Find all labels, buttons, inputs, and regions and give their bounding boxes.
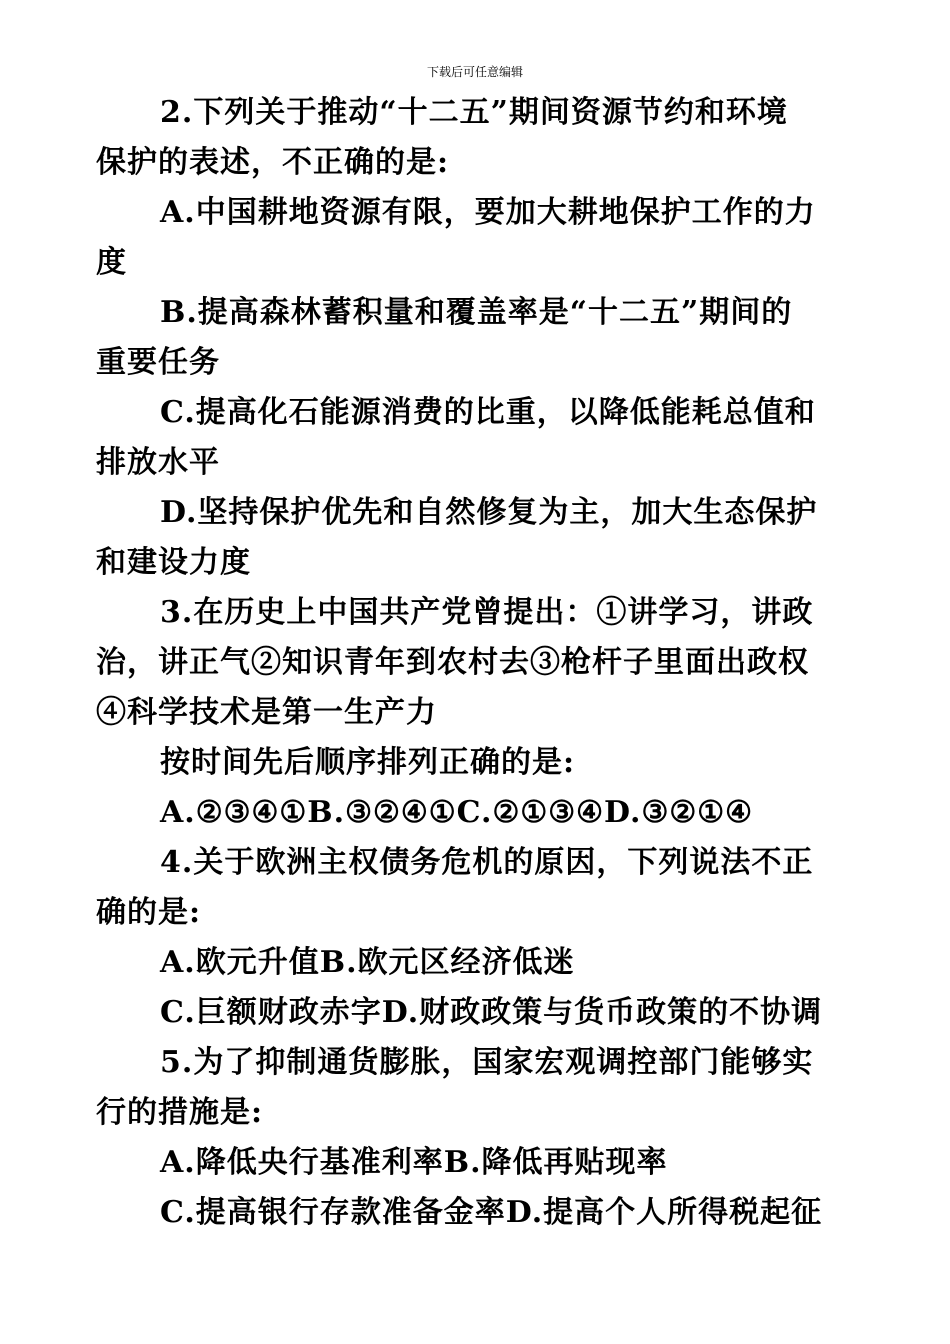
page-header: 下载后可任意编辑 bbox=[426, 65, 523, 79]
text-line: 3.在历史上中国共产党曾提出：①讲学习，讲政 bbox=[160, 595, 814, 630]
text-line: 按时间先后顺序排列正确的是: bbox=[160, 745, 576, 780]
text-line: A.中国耕地资源有限，要加大耕地保护工作的力 bbox=[160, 195, 816, 230]
text-line: 排放水平 bbox=[96, 445, 220, 480]
text-line: D.坚持保护优先和自然修复为主，加大生态保护 bbox=[160, 495, 818, 530]
text-line: 行的措施是: bbox=[96, 1095, 264, 1130]
text-line: A.降低央行基准利率B.降低再贴现率 bbox=[160, 1145, 668, 1180]
text-line: 2.下列关于推动“十二五”期间资源节约和环境 bbox=[160, 95, 788, 130]
text-line: B.提高森林蓄积量和覆盖率是“十二五”期间的 bbox=[160, 295, 793, 330]
text-line: 保护的表述，不正确的是: bbox=[96, 145, 450, 180]
text-line: 4.关于欧洲主权债务危机的原因，下列说法不正 bbox=[160, 845, 814, 880]
text-line: A.欧元升值B.欧元区经济低迷 bbox=[160, 945, 575, 980]
text-line: C.提高化石能源消费的比重，以降低能耗总值和 bbox=[160, 395, 816, 430]
text-line: 5.为了抑制通货膨胀，国家宏观调控部门能够实 bbox=[160, 1045, 814, 1080]
document-body bbox=[96, 88, 836, 1238]
text-line: 和建设力度 bbox=[96, 545, 251, 580]
text-line: A.②③④①B.③②④①C.②①③④D.③②①④ bbox=[160, 795, 754, 830]
text-line: C.巨额财政赤字D.财政政策与货币政策的不协调 bbox=[160, 995, 823, 1030]
text-line: ④科学技术是第一生产力 bbox=[96, 695, 437, 730]
text-line: 确的是: bbox=[96, 895, 202, 930]
text-line: 度 bbox=[96, 245, 127, 280]
text-line: 重要任务 bbox=[96, 345, 220, 380]
text-line: 治，讲正气②知识青年到农村去③枪杆子里面出政权 bbox=[96, 645, 809, 680]
text-line: C.提高银行存款准备金率D.提高个人所得税起征 bbox=[160, 1195, 823, 1230]
